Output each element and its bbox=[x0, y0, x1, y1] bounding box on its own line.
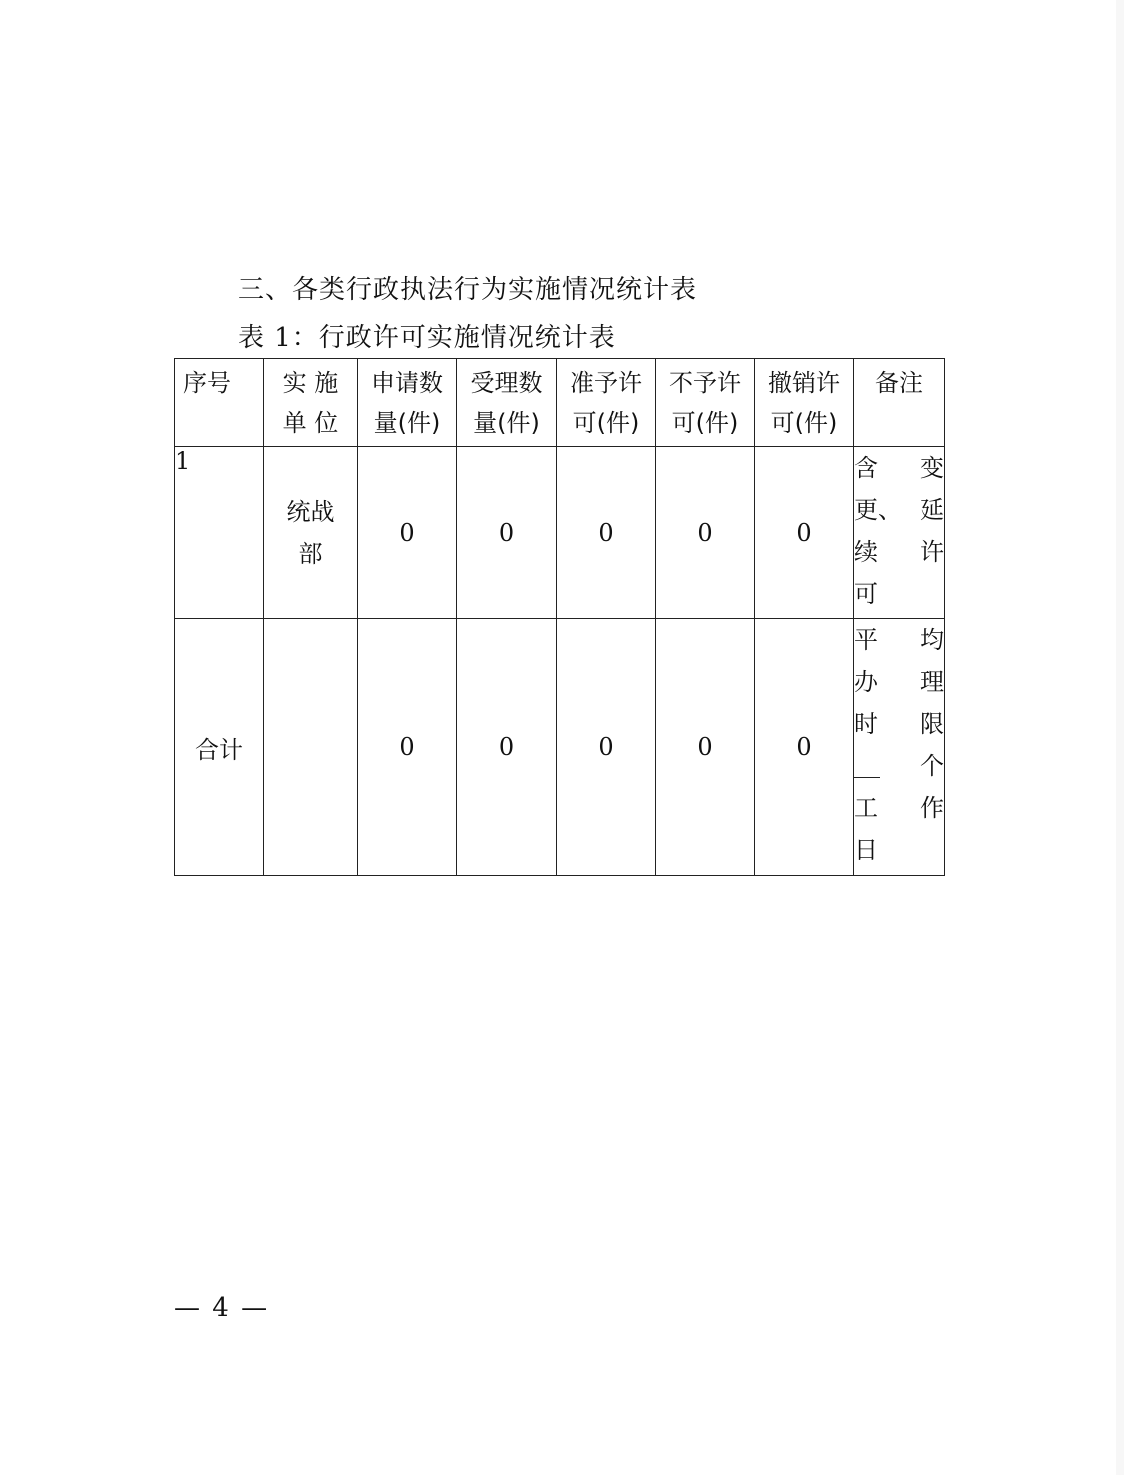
cell-total-applications: 0 bbox=[358, 619, 457, 876]
header-revoked: 撤销许 可(件) bbox=[755, 359, 854, 447]
cell-accepted: 0 bbox=[457, 447, 557, 619]
table-caption: 表 1：行政许可实施情况统计表 bbox=[238, 323, 616, 353]
header-unit: 实 施 单 位 bbox=[264, 359, 358, 447]
header-applications: 申请数 量(件) bbox=[358, 359, 457, 447]
section-heading: 三、各类行政执法行为实施情况统计表 bbox=[238, 275, 698, 305]
cell-revoked: 0 bbox=[755, 447, 854, 619]
cell-denied: 0 bbox=[656, 447, 755, 619]
row-unit: 统战 部 bbox=[264, 447, 358, 619]
cell-total-remarks: 平 均 办 理 时 限 个 工 作 日 bbox=[854, 619, 945, 876]
header-remarks: 备注 bbox=[854, 359, 945, 447]
administrative-license-table bbox=[174, 358, 945, 876]
header-accepted: 受理数 量(件) bbox=[457, 359, 557, 447]
row-total-unit bbox=[264, 619, 358, 876]
table-row-total bbox=[175, 619, 945, 876]
table-row bbox=[175, 447, 945, 619]
cell-total-denied: 0 bbox=[656, 619, 755, 876]
blank-fill-line bbox=[854, 745, 880, 778]
cell-applications: 0 bbox=[358, 447, 457, 619]
cell-remarks: 含 变 更、 延 续 许 可 bbox=[854, 447, 945, 619]
cell-total-accepted: 0 bbox=[457, 619, 557, 876]
row-total-label: 合计 bbox=[175, 619, 264, 876]
header-granted: 准予许 可(件) bbox=[557, 359, 656, 447]
header-row bbox=[175, 359, 945, 447]
page-number: — 4 — bbox=[174, 1293, 270, 1323]
cell-total-revoked: 0 bbox=[755, 619, 854, 876]
cell-granted: 0 bbox=[557, 447, 656, 619]
row-seq: 1 bbox=[175, 447, 264, 619]
cell-total-granted: 0 bbox=[557, 619, 656, 876]
header-denied: 不予许 可(件) bbox=[656, 359, 755, 447]
header-seq: 序号 bbox=[175, 359, 264, 447]
